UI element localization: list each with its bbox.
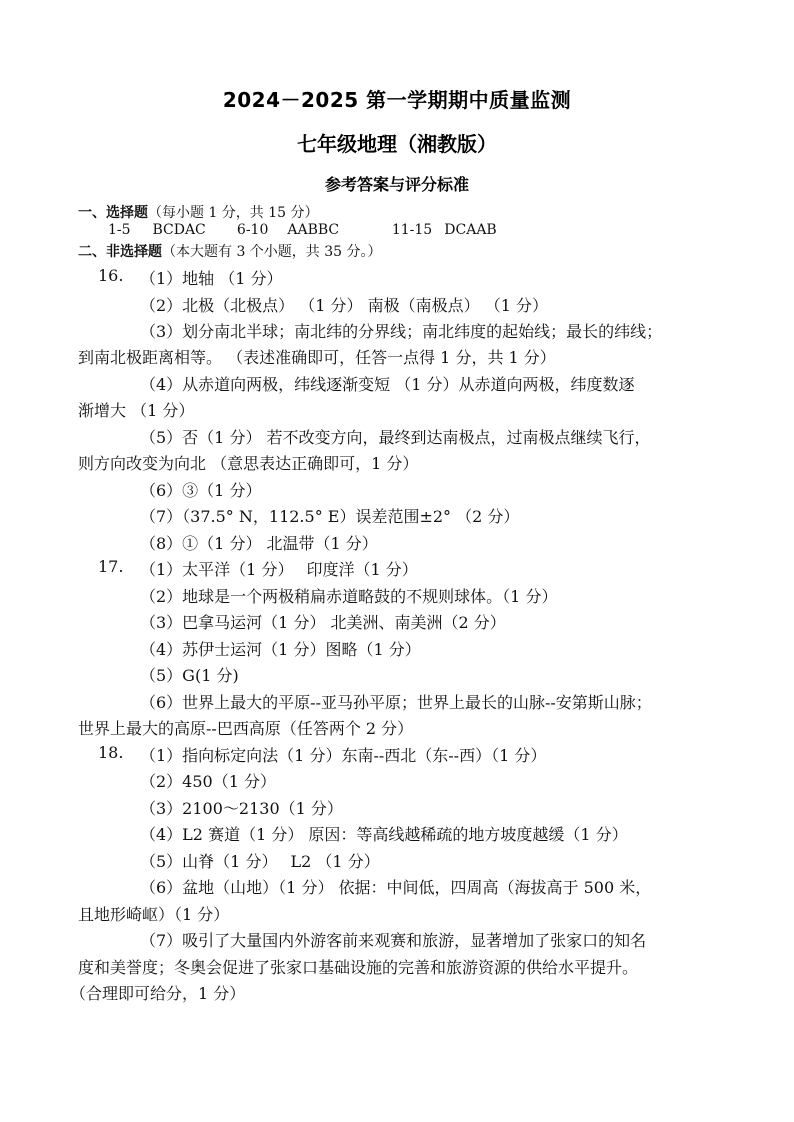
section-nonchoice-note: （本大题有 3 个小题，共 35 分。）: [162, 244, 382, 260]
section-choice-label: 一、选择题: [78, 205, 148, 221]
q17-answer-6-line2: 世界上最大的高原--巴西高原（任答两个 2 分）: [78, 719, 414, 738]
section-nonchoice-label: 二、非选择题: [78, 244, 162, 260]
q18-answer-4: （4）L2 赛道（1 分） 原因：等高线越稀疏的地方坡度越缓（1 分）: [140, 825, 628, 844]
q18-answer-1: （1）指向标定向法（1 分）东南--西北（东--西）（1 分）: [140, 746, 547, 765]
q16-answer-4-line1: （4）从赤道向两极，纬线逐渐变短 （1 分）从赤道向两极，纬度数逐: [140, 375, 635, 394]
q16-answer-3-line2: 到南北极距离相等。 （表述准确即可，任答一点得 1 分，共 1 分）: [78, 348, 556, 367]
question-16-number: 16.: [98, 266, 124, 285]
answer-key-title: 参考答案与评分标准: [324, 175, 469, 194]
q18-answer-5: （5）山脊（1 分） L2 （1 分）: [140, 852, 380, 871]
q16-answer-7: （7）（37.5° N，112.5° E）误差范围±2° （2 分）: [140, 507, 520, 526]
question-18-number: 18.: [98, 743, 124, 762]
q17-answer-5: （5）G(1 分): [140, 666, 239, 685]
q18-answer-3: （3）2100～2130（1 分）: [140, 799, 343, 818]
question-17-number: 17.: [98, 557, 124, 576]
section-nonchoice-heading: [78, 241, 382, 261]
choice-range-3: 11-15: [391, 222, 433, 238]
q18-answer-7-line3: （合理即可给分，1 分）: [70, 984, 246, 1003]
q17-answer-6-line1: （6）世界上最大的平原--亚马孙平原；世界上最长的山脉--安第斯山脉；: [140, 693, 652, 712]
q16-answer-2: （2）北极（北极点） （1 分） 南极（南极点） （1 分）: [140, 296, 548, 315]
choice-answers-row: [108, 222, 497, 238]
section-choice-heading: [78, 202, 319, 222]
exam-subtitle: 七年级地理（湘教版）: [297, 132, 497, 156]
q16-answer-3-line1: （3）划分南北半球；南北纬的分界线；南北纬度的起始线；最长的纬线；: [140, 322, 663, 341]
choice-keys-1: BCDAC: [152, 222, 206, 238]
choice-range-2: 6-10: [236, 222, 269, 238]
q17-answer-2: （2）地球是一个两极稍扁赤道略鼓的不规则球体。（1 分）: [140, 587, 558, 606]
q16-answer-8: （8）①（1 分） 北温带（1 分）: [140, 534, 378, 553]
q17-answer-1: （1）太平洋（1 分） 印度洋（1 分）: [140, 560, 418, 579]
choice-keys-3: DCAAB: [444, 222, 497, 238]
q18-answer-7-line2: 度和美誉度；冬奥会促进了张家口基础设施的完善和旅游资源的供给水平提升。: [78, 958, 639, 977]
choice-keys-2: AABBC: [287, 222, 340, 238]
q18-answer-2: （2）450（1 分）: [140, 772, 276, 791]
q16-answer-5-line2: 则方向改变为向北 （意思表达正确即可，1 分）: [78, 454, 419, 473]
q16-answer-1: （1）地轴 （1 分）: [140, 269, 283, 288]
q16-answer-4-line2: 渐增大 （1 分）: [78, 401, 195, 420]
q16-answer-5-line1: （5）否（1 分） 若不改变方向，最终到达南极点，过南极点继续飞行，: [140, 428, 651, 447]
q18-answer-7-line1: （7）吸引了大量国内外游客前来观赛和旅游，显著增加了张家口的知名: [140, 931, 647, 950]
choice-range-1: 1-5: [108, 222, 131, 238]
q16-answer-6: （6）③（1 分）: [140, 481, 262, 500]
q18-answer-6-line1: （6）盆地（山地）（1 分） 依据：中间低，四周高（海拔高于 500 米，: [140, 878, 652, 897]
q18-answer-6-line2: 且地形崎岖）（1 分）: [78, 905, 230, 924]
exam-title: 2024－2025 第一学期期中质量监测: [222, 88, 572, 112]
q17-answer-4: （4）苏伊士运河（1 分）图略（1 分）: [140, 640, 421, 659]
section-choice-note: （每小题 1 分，共 15 分）: [148, 205, 319, 221]
q17-answer-3: （3）巴拿马运河（1 分） 北美洲、南美洲（2 分）: [140, 613, 506, 632]
